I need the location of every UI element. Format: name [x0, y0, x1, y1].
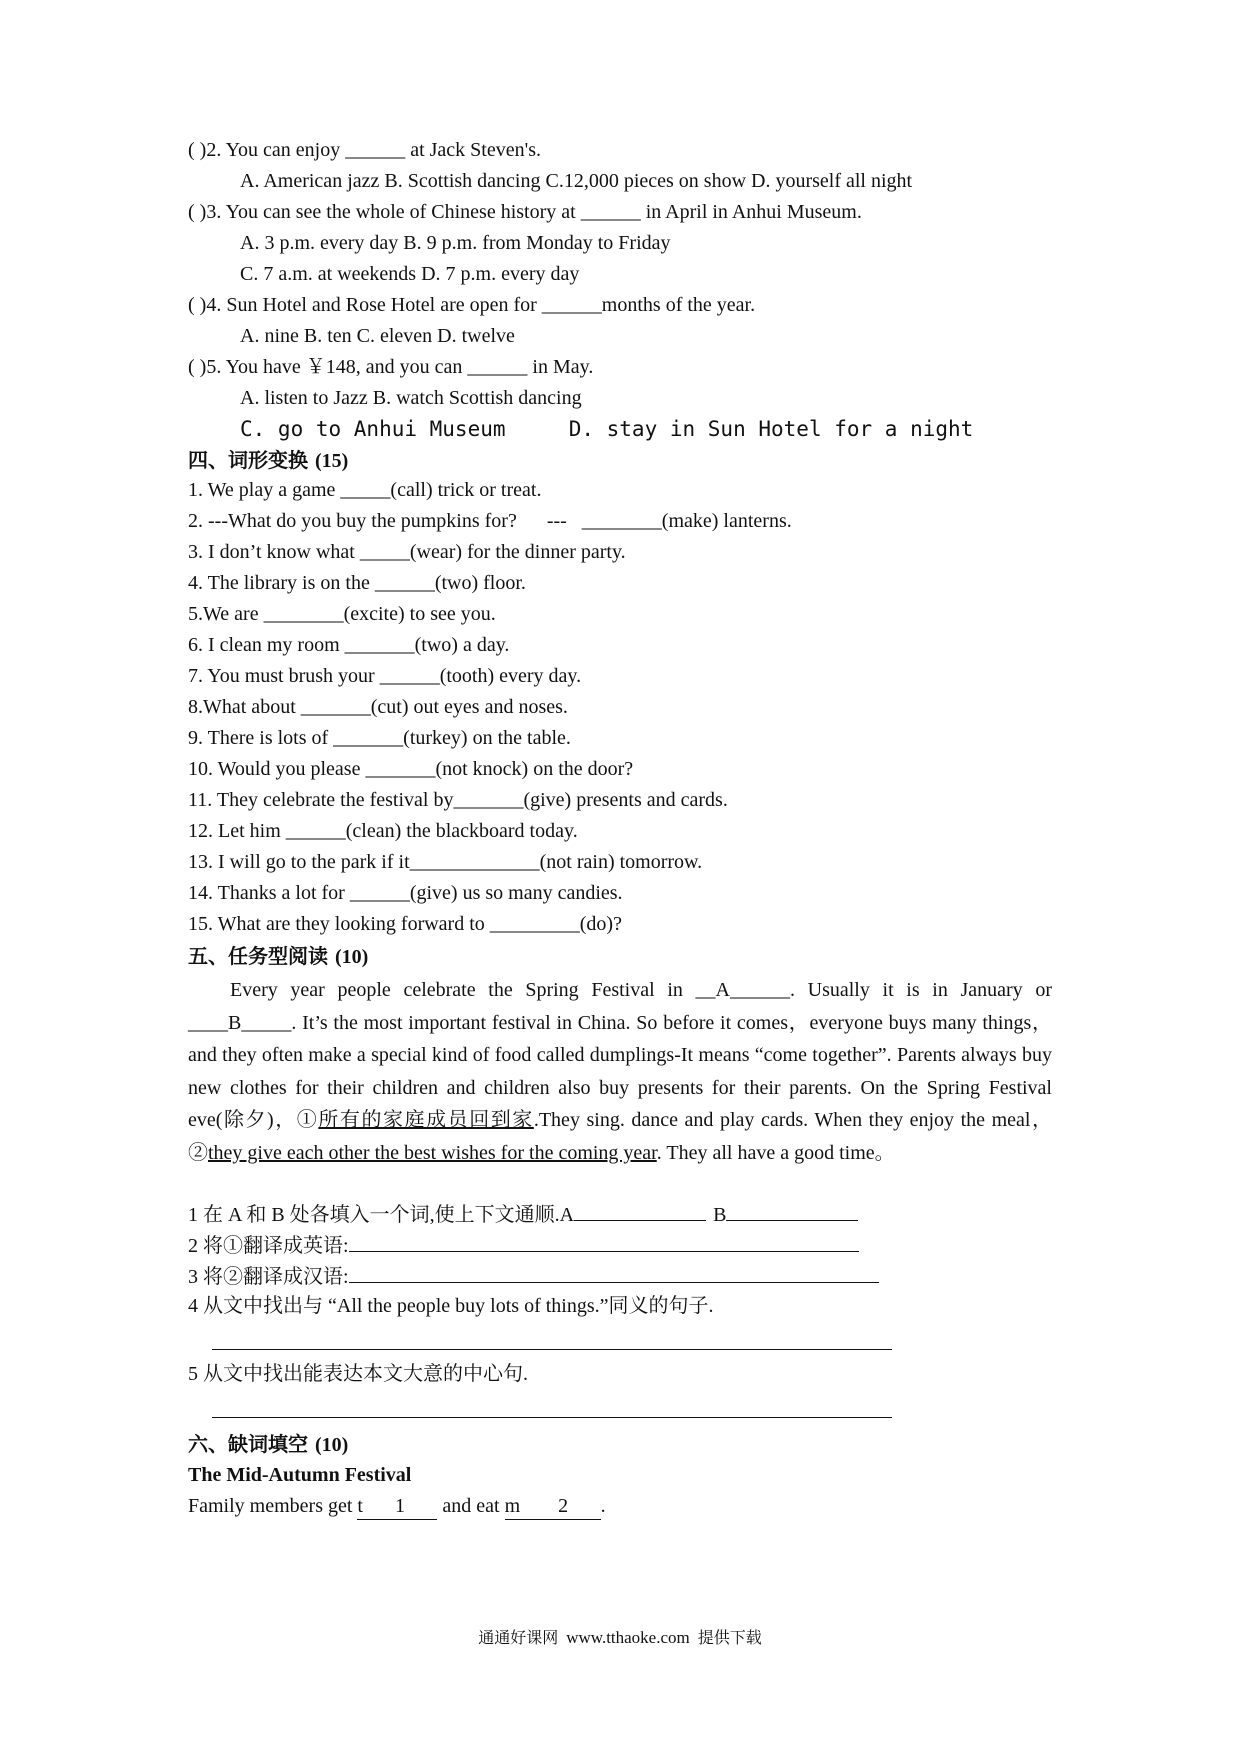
word-form-9: 9. There is lots of _______(turkey) on the table.	[188, 727, 571, 749]
mcq-4-options: A. nine B. ten C. eleven D. twelve	[240, 325, 515, 347]
word-form-11: 11. They celebrate the festival by_______(give) presents and cards.	[188, 789, 728, 811]
task-2-blank[interactable]	[349, 1231, 859, 1252]
cloze-line-1	[188, 1493, 606, 1520]
task-2-text: 2 将①翻译成英语:	[188, 1235, 349, 1257]
section-5-heading	[188, 942, 368, 971]
mcq-5-options-b: C. go to Anhui Museum D. stay in Sun Hotel for a night	[240, 417, 974, 441]
mcq-4-question: ( )4. Sun Hotel and Rose Hotel are open for ______months of the year.	[188, 294, 756, 316]
section-4-title: 四、词形变换	[188, 448, 308, 472]
task-5: 5 从文中找出能表达本文大意的中心句.	[188, 1363, 528, 1385]
word-form-14: 14. Thanks a lot for ______(give) us so many candies.	[188, 882, 623, 904]
word-form-10: 10. Would you please _______(not knock) on the door?	[188, 758, 634, 780]
word-form-6: 6. I clean my room _______(two) a day.	[188, 634, 510, 656]
cloze-number-2: 2	[558, 1495, 569, 1517]
reading-passage	[188, 974, 1052, 1170]
word-form-3: 3. I don’t know what _____(wear) for the dinner party.	[188, 541, 626, 563]
word-form-5: 5.We are ________(excite) to see you.	[188, 603, 496, 625]
passage-text-2: .They sing. dance and play cards. When they enjoy the meal，②	[188, 1109, 1052, 1164]
word-form-1: 1. We play a game _____(call) trick or treat.	[188, 479, 542, 501]
cloze-post: .	[600, 1495, 606, 1517]
cloze-mid: and eat	[437, 1495, 505, 1517]
task-1-label-b: B	[713, 1204, 727, 1226]
task-1-blank-a[interactable]	[574, 1200, 706, 1221]
word-form-8: 8.What about _______(cut) out eyes and noses.	[188, 696, 568, 718]
page-footer	[0, 1627, 1240, 1649]
section-5-title: 五、任务型阅读	[188, 944, 328, 968]
word-form-12: 12. Let him ______(clean) the blackboard today.	[188, 820, 578, 842]
cloze-title: The Mid-Autumn Festival	[188, 1464, 412, 1486]
mcq-2-options: A. American jazz B. Scottish dancing C.12,000 pieces on show D. yourself all night	[240, 170, 913, 192]
cloze-letter-2: m	[504, 1495, 521, 1517]
word-form-4: 4. The library is on the ______(two) floor.	[188, 572, 526, 594]
task-1-blank-b[interactable]	[726, 1200, 858, 1221]
section-4-heading	[188, 446, 348, 475]
section-6-title: 六、缺词填空	[188, 1432, 308, 1456]
passage-underlined-2: they give each other the best wishes for the coming year	[208, 1141, 657, 1164]
passage-text-1: Every year people celebrate the Spring Festival in __A______. Usually it is in January or ____B_____. It’s the most important festival in China. So before it comes，everyone buys many things， and they often make a special kind of food called dumplings-It means “come together”. Parents always buy new clothes for their children and children also buy presents for their parents. On the Spring Festival eve(除夕)，①	[188, 979, 1052, 1132]
footer-site-name: 通通好课网	[478, 1628, 559, 1647]
task-5-answer-line[interactable]	[212, 1417, 892, 1418]
section-6-points: (10)	[314, 1434, 349, 1456]
mcq-3-options-b: C. 7 a.m. at weekends D. 7 p.m. every day	[240, 263, 580, 285]
cloze-pre: Family members get	[188, 1495, 358, 1517]
passage-text-3: . They all have a good time。	[656, 1141, 895, 1164]
mcq-5-options-a: A. listen to Jazz B. watch Scottish dancing	[240, 387, 582, 409]
section-5-points: (10)	[334, 946, 369, 968]
word-form-13: 13. I will go to the park if it_____________(not rain) tomorrow.	[188, 851, 703, 873]
cloze-blank-2[interactable]	[505, 1493, 601, 1520]
task-2	[188, 1231, 859, 1259]
mcq-5-question: ( )5. You have ￥148, and you can ______ in May.	[188, 356, 594, 378]
mcq-3-question: ( )3. You can see the whole of Chinese history at ______ in April in Anhui Museum.	[188, 201, 862, 223]
passage-underlined-1: 所有的家庭成员回到家	[318, 1109, 534, 1132]
task-4-answer-line[interactable]	[212, 1349, 892, 1350]
footer-tail: 提供下载	[697, 1628, 762, 1647]
section-6-heading	[188, 1430, 348, 1459]
mcq-2-question: ( )2. You can enjoy ______ at Jack Steven's.	[188, 139, 541, 161]
word-form-15: 15. What are they looking forward to _________(do)?	[188, 913, 622, 935]
cloze-blank-1[interactable]	[357, 1493, 437, 1520]
task-3	[188, 1262, 879, 1290]
cloze-number-1: 1	[394, 1495, 405, 1517]
word-form-2: 2. ---What do you buy the pumpkins for? --- ________(make) lanterns.	[188, 510, 792, 532]
footer-url[interactable]: www.tthaoke.com	[566, 1628, 690, 1647]
task-3-text: 3 将②翻译成汉语:	[188, 1266, 349, 1288]
task-3-blank[interactable]	[349, 1262, 879, 1283]
word-form-7: 7. You must brush your ______(tooth) every day.	[188, 665, 582, 687]
task-1-text: 1 在 A 和 B 处各填入一个词,使上下文通顺.A	[188, 1204, 575, 1226]
section-4-points: (15)	[314, 450, 349, 472]
task-4: 4 从文中找出与 “All the people buy lots of things.”同义的句子.	[188, 1295, 714, 1317]
cloze-letter-1: t	[357, 1495, 363, 1517]
task-1	[188, 1200, 858, 1228]
mcq-3-options-a: A. 3 p.m. every day B. 9 p.m. from Monday to Friday	[240, 232, 671, 254]
